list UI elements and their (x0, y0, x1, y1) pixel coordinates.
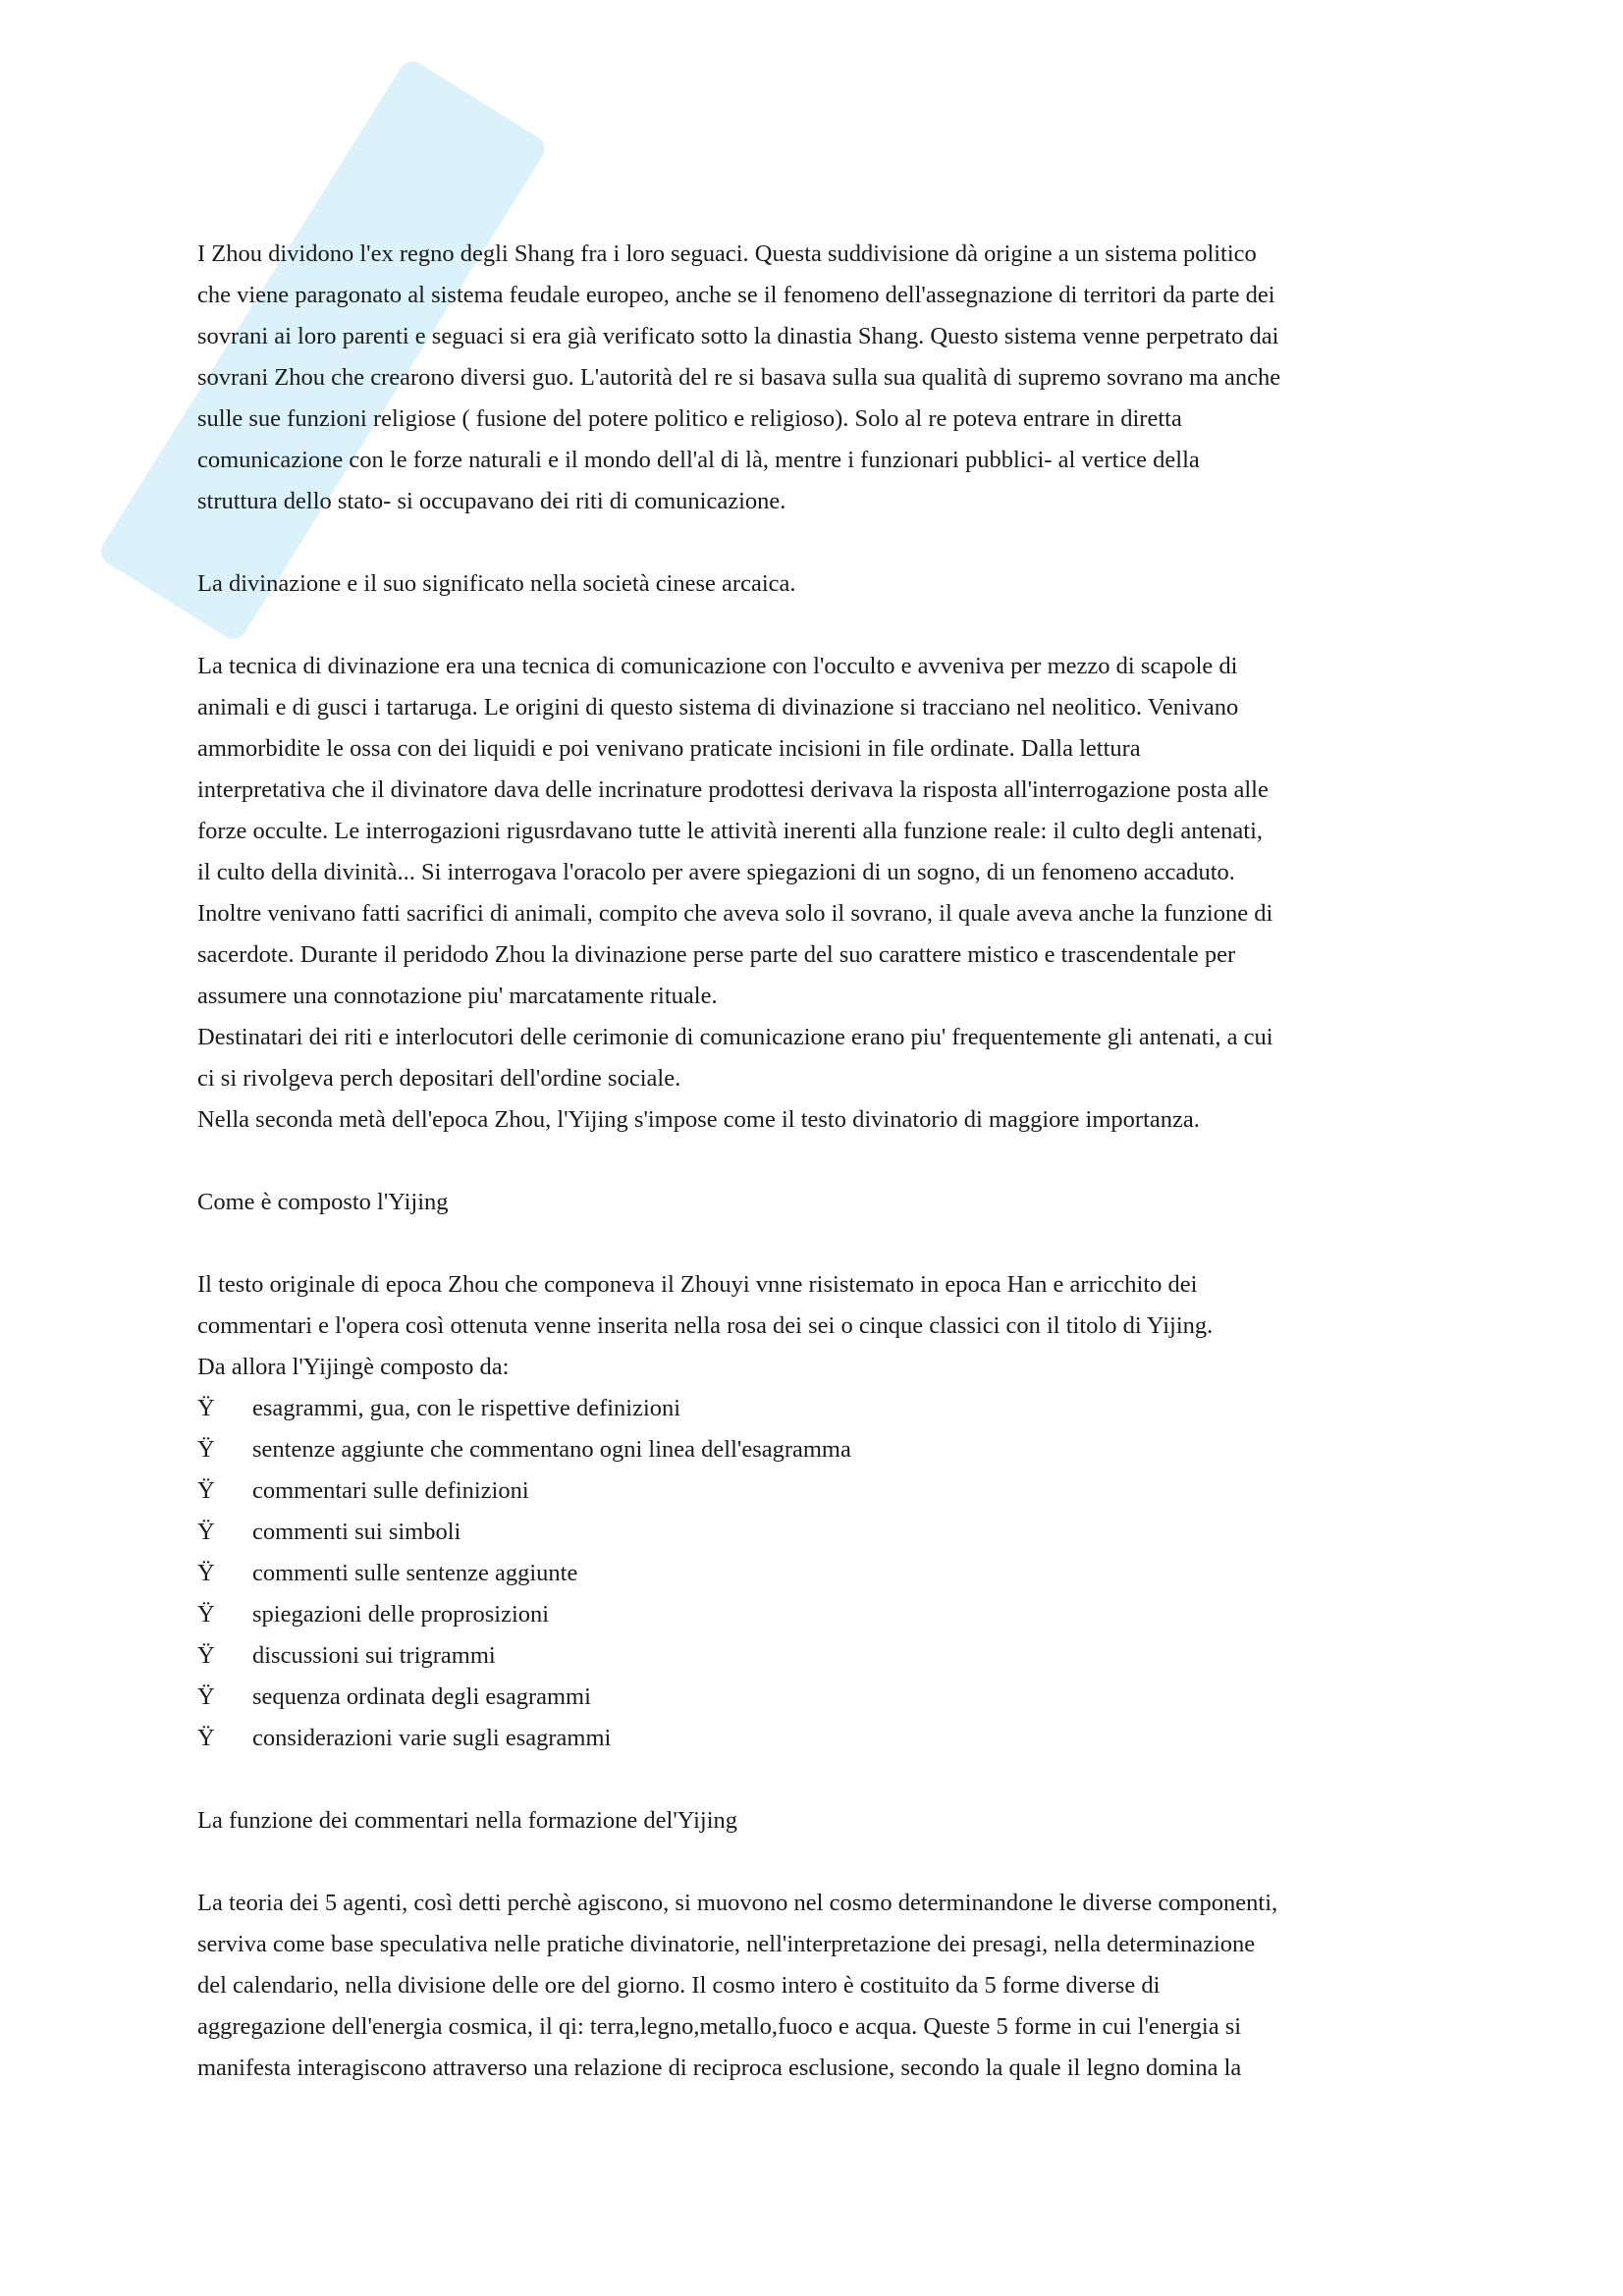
text-line: struttura dello stato- si occupavano dei riti di comunicazione. (197, 488, 786, 514)
list-item-text: sequenza ordinata degli esagrammi (252, 1683, 591, 1710)
list-item-text: considerazioni varie sugli esagrammi (252, 1725, 612, 1751)
text-line: forze occulte. Le interrogazioni rigusrdavano tutte le attività inerenti alla funzione reale: il culto degli antenati, (197, 818, 1264, 844)
text-line: Da allora l'Yijingè composto da: (197, 1354, 510, 1380)
list-item-text: spiegazioni delle proprosizioni (252, 1601, 550, 1628)
text-line: La teoria dei 5 agenti, così detti perchè agiscono, si muovono nel cosmo determinandone le diverse componenti, (197, 1890, 1278, 1916)
paragraph-zhou-division (197, 234, 1434, 522)
text-line: I Zhou dividono l'ex regno degli Shang fra i loro seguaci. Questa suddivisione dà origine a un sistema politico (197, 240, 1257, 267)
list-item-text: esagrammi, gua, con le rispettive definizioni (252, 1395, 681, 1421)
list-item (197, 1677, 1434, 1718)
list-item-text: commentari sulle definizioni (252, 1477, 529, 1504)
list-item (197, 1512, 1434, 1553)
text-line: sovrani Zhou che crearono diversi guo. L'autorità del re si basava sulla sua qualità di supremo sovrano ma anche (197, 364, 1281, 391)
list-item (197, 1388, 1434, 1429)
paragraph-divination (197, 646, 1434, 1141)
text-line: sovrani ai loro parenti e seguaci si era già verificato sotto la dinastia Shang. Questo sistema venne perpetrato dai (197, 323, 1279, 349)
text-line: Nella seconda metà dell'epoca Zhou, l'Yijing s'impose come il testo divinatorio di maggiore importanza. (197, 1106, 1200, 1133)
section-heading-divination: La divinazione e il suo significato nella società cinese arcaica. (197, 570, 796, 597)
list-item-text: commenti sui simboli (252, 1519, 461, 1545)
text-line: Il testo originale di epoca Zhou che componeva il Zhouyi vnne risistemato in epoca Han e arricchito dei (197, 1271, 1198, 1298)
bullet-icon: Ÿ (197, 1519, 215, 1545)
text-line: il culto della divinità... Si interrogava l'oracolo per avere spiegazioni di un sogno, di un fenomeno accaduto. (197, 859, 1235, 885)
text-line: che viene paragonato al sistema feudale europeo, anche se il fenomeno dell'assegnazione di territori da parte dei (197, 282, 1275, 308)
text-line: serviva come base speculativa nelle pratiche divinatorie, nell'interpretazione dei presagi, nella determinazione (197, 1931, 1256, 1957)
text-line: sulle sue funzioni religiose ( fusione del potere politico e religioso). Solo al re poteva entrare in diretta (197, 405, 1182, 432)
paragraph-five-agents (197, 1883, 1434, 2089)
text-line: comunicazione con le forze naturali e il mondo dell'al di là, mentre i funzionari pubblici- al vertice della (197, 447, 1200, 473)
bullet-icon: Ÿ (197, 1642, 215, 1669)
text-line: interpretativa che il divinatore dava delle incrinature prodottesi derivava la risposta all'interrogazione posta alle (197, 776, 1269, 803)
text-line: sacerdote. Durante il peridodo Zhou la divinazione perse parte del suo carattere mistico e trascendentale per (197, 941, 1236, 968)
text-line: Inoltre venivano fatti sacrifici di animali, compito che aveva solo il sovrano, il quale aveva anche la funzione di (197, 900, 1273, 927)
section-heading-commentaries: La funzione dei commentari nella formazione del'Yijing (197, 1807, 738, 1834)
bullet-icon: Ÿ (197, 1395, 215, 1421)
yijing-components-list (197, 1388, 1434, 1759)
text-line: Destinatari dei riti e interlocutori delle cerimonie di comunicazione erano piu' frequentemente gli antenati, a cui (197, 1024, 1273, 1050)
list-item (197, 1594, 1434, 1635)
text-line: manifesta interagiscono attraverso una relazione di reciproca esclusione, secondo la quale il legno domina la (197, 2055, 1242, 2081)
paragraph-yijing (197, 1264, 1434, 1388)
text-line: ammorbidite le ossa con dei liquidi e poi venivano praticate incisioni in file ordinate. Dalla lettura (197, 735, 1141, 762)
bullet-icon: Ÿ (197, 1725, 215, 1751)
list-item-text: sentenze aggiunte che commentano ogni linea dell'esagramma (252, 1436, 851, 1463)
bullet-icon: Ÿ (197, 1560, 215, 1586)
text-line: assumere una connotazione piu' marcatamente rituale. (197, 983, 718, 1009)
list-item (197, 1429, 1434, 1470)
bullet-icon: Ÿ (197, 1477, 215, 1504)
section-heading-yijing-composition: Come è composto l'Yijing (197, 1189, 449, 1215)
list-item (197, 1470, 1434, 1512)
text-line: aggregazione dell'energia cosmica, il qi: terra,legno,metallo,fuoco e acqua. Queste 5 forme in cui l'energia si (197, 2013, 1242, 2040)
text-line: ci si rivolgeva perch depositari dell'ordine sociale. (197, 1065, 681, 1092)
text-line: La tecnica di divinazione era una tecnica di comunicazione con l'occulto e avveniva per mezzo di scapole di (197, 653, 1238, 679)
text-line: animali e di gusci i tartaruga. Le origini di questo sistema di divinazione si tracciano nel neolitico. Venivano (197, 694, 1239, 721)
bullet-icon: Ÿ (197, 1436, 215, 1463)
list-item (197, 1635, 1434, 1677)
bullet-icon: Ÿ (197, 1601, 215, 1628)
text-line: del calendario, nella divisione delle ore del giorno. Il cosmo intero è costituito da 5 forme diverse di (197, 1972, 1161, 1999)
document-body (197, 234, 1434, 2089)
list-item-text: commenti sulle sentenze aggiunte (252, 1560, 578, 1586)
list-item-text: discussioni sui trigrammi (252, 1642, 496, 1669)
text-line: commentari e l'opera così ottenuta venne inserita nella rosa dei sei o cinque classici con il titolo di Yijing. (197, 1312, 1214, 1339)
list-item (197, 1718, 1434, 1759)
bullet-icon: Ÿ (197, 1683, 215, 1710)
list-item (197, 1553, 1434, 1594)
